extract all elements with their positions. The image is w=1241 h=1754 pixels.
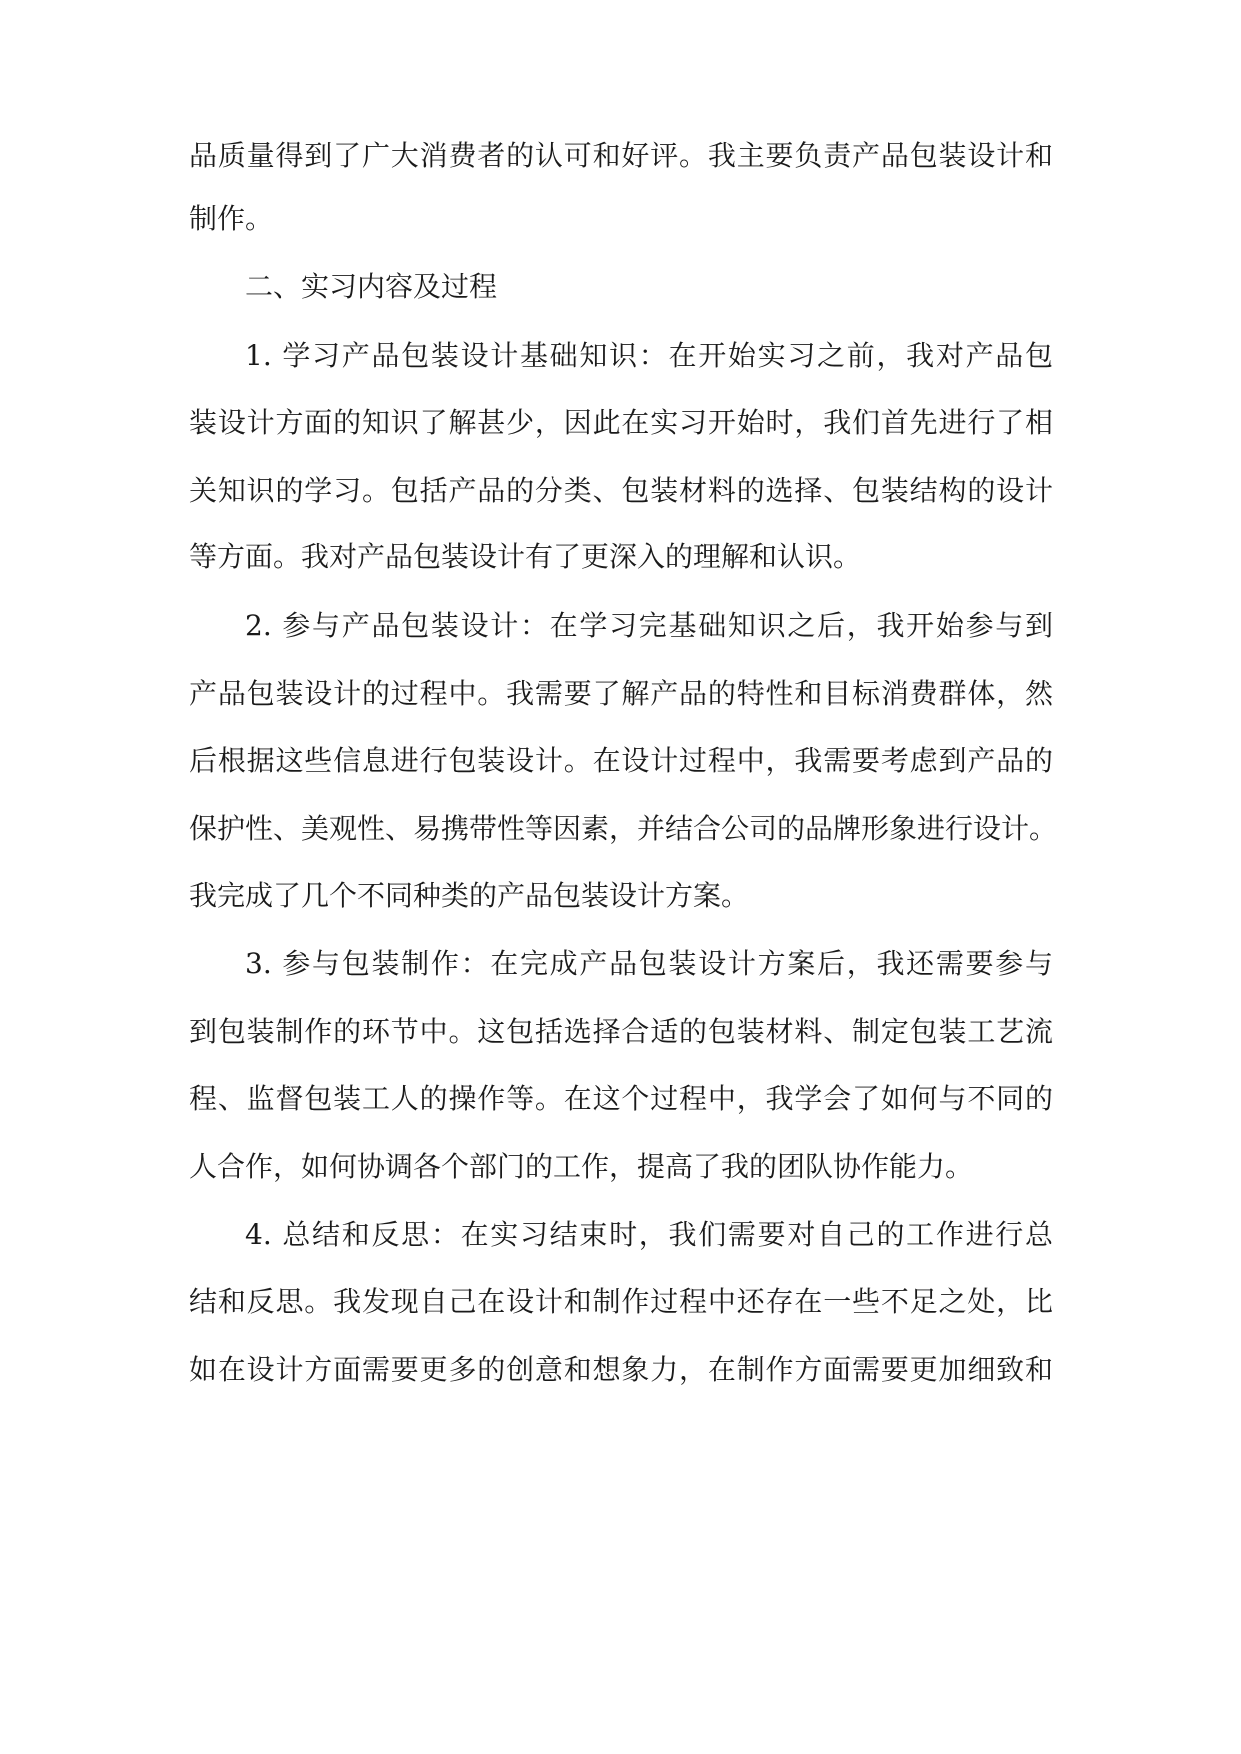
list-item-4-line: 4. 总结和反思：在实习结束时，我们需要对自己的工作进行总 <box>245 1218 1053 1251</box>
paragraph-line: 装设计方面的知识了解甚少，因此在实习开始时，我们首先进行了相 <box>189 406 1053 439</box>
paragraph-line: 制作。 <box>189 202 274 235</box>
list-item-2-line: 2. 参与产品包装设计：在学习完基础知识之后，我开始参与到 <box>245 609 1053 642</box>
paragraph-line: 人合作，如何协调各个部门的工作，提高了我的团队协作能力。 <box>189 1150 974 1183</box>
paragraph-line: 结和反思。我发现自己在设计和制作过程中还存在一些不足之处，比 <box>189 1285 1053 1318</box>
paragraph-line: 品质量得到了广大消费者的认可和好评。我主要负责产品包装设计和 <box>189 139 1053 172</box>
list-item-1-line: 1. 学习产品包装设计基础知识：在开始实习之前，我对产品包 <box>245 339 1053 372</box>
paragraph-line: 关知识的学习。包括产品的分类、包装材料的选择、包装结构的设计 <box>189 474 1053 507</box>
paragraph-line: 程、监督包装工人的操作等。在这个过程中，我学会了如何与不同的 <box>189 1082 1053 1115</box>
paragraph-line: 产品包装设计的过程中。我需要了解产品的特性和目标消费群体，然 <box>189 677 1053 710</box>
section-heading: 二、实习内容及过程 <box>245 270 498 303</box>
list-item-3-line: 3. 参与包装制作：在完成产品包装设计方案后，我还需要参与 <box>245 947 1053 980</box>
paragraph-line: 保护性、美观性、易携带性等因素，并结合公司的品牌形象进行设计。 <box>189 812 1058 845</box>
paragraph-line: 如在设计方面需要更多的创意和想象力，在制作方面需要更加细致和 <box>189 1353 1053 1386</box>
paragraph-line: 等方面。我对产品包装设计有了更深入的理解和认识。 <box>189 540 862 573</box>
paragraph-line: 后根据这些信息进行包装设计。在设计过程中，我需要考虑到产品的 <box>189 744 1053 777</box>
paragraph-line: 到包装制作的环节中。这包括选择合适的包装材料、制定包装工艺流 <box>189 1015 1053 1048</box>
paragraph-line: 我完成了几个不同种类的产品包装设计方案。 <box>189 879 750 912</box>
